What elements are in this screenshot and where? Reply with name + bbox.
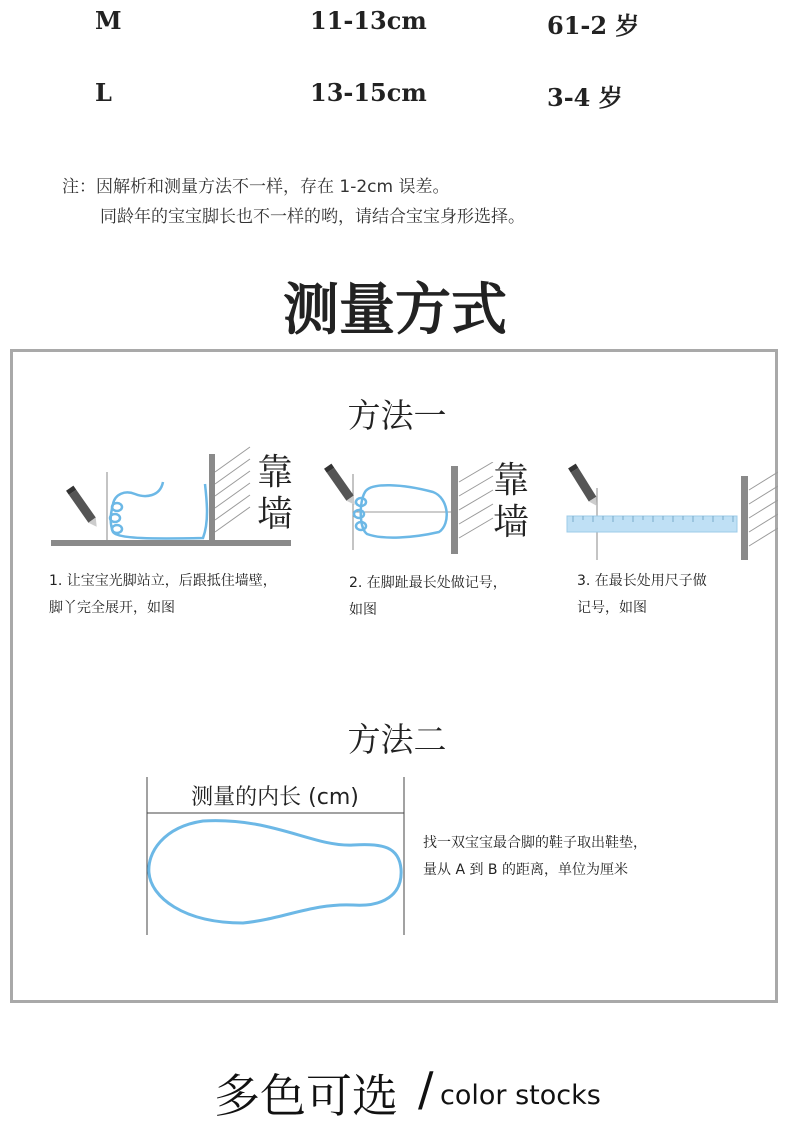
size-row-m	[0, 2, 790, 42]
size-row-l	[0, 74, 790, 114]
step-3-illustration	[553, 460, 778, 560]
foot-length: 13-15cm	[310, 78, 427, 107]
footer-slash: /	[418, 1062, 434, 1116]
note-line-2: 同龄年的宝宝脚长也不一样的哟，请结合宝宝身形选择。	[100, 207, 525, 227]
wall-hatch	[215, 447, 250, 532]
wall-label-bottom: 墙	[257, 494, 294, 535]
floor	[51, 540, 291, 546]
step-3-caption: 3. 在最长处用尺子做 记号，如图	[577, 573, 707, 616]
note-line-1: 注：因解析和测量方法不一样，存在 1-2cm 误差。	[62, 177, 450, 197]
wall	[209, 454, 215, 546]
size-label: M	[95, 6, 122, 35]
wall-hatch	[749, 472, 778, 546]
insole-outline	[149, 821, 401, 923]
measurement-frame	[10, 349, 778, 1003]
age-range: 3-4 岁	[547, 83, 623, 112]
wall-label-bottom: 墙	[493, 502, 530, 543]
ruler	[567, 516, 737, 532]
pencil-icon	[66, 486, 100, 530]
wall-label-top: 靠	[257, 452, 294, 493]
footer-title-en: color stocks	[440, 1080, 601, 1111]
wall-label	[493, 460, 529, 544]
method-1-title: 方法一	[347, 396, 447, 435]
foot-outline	[361, 485, 447, 537]
step-2-illustration	[313, 462, 503, 562]
pencil-icon	[568, 464, 601, 509]
step-2-caption: 2. 在脚趾最长处做记号， 如图	[349, 575, 507, 618]
wall-hatch	[459, 462, 493, 538]
insole-illustration	[143, 777, 408, 937]
footer-title-cn: 多色可选	[214, 1069, 398, 1123]
wall	[451, 466, 458, 554]
foot-outline	[111, 482, 207, 538]
foot-length: 11-13cm	[310, 6, 427, 35]
method-2-description: 找一双宝宝最合脚的鞋子取出鞋垫， 量从 A 到 B 的距离，单位为厘米	[423, 835, 647, 878]
wall	[741, 476, 748, 560]
section-title: 测量方式	[283, 277, 507, 343]
size-label: L	[95, 78, 112, 107]
wall-label	[257, 452, 293, 536]
method-2-title: 方法二	[347, 720, 447, 759]
wall-label-top: 靠	[493, 460, 530, 501]
age-range: 61-2 岁	[547, 11, 640, 40]
step-1-caption: 1. 让宝宝光脚站立，后跟抵住墙壁， 脚丫完全展开，如图	[49, 573, 277, 616]
insole-label: 测量的内长 (cm)	[191, 785, 359, 810]
